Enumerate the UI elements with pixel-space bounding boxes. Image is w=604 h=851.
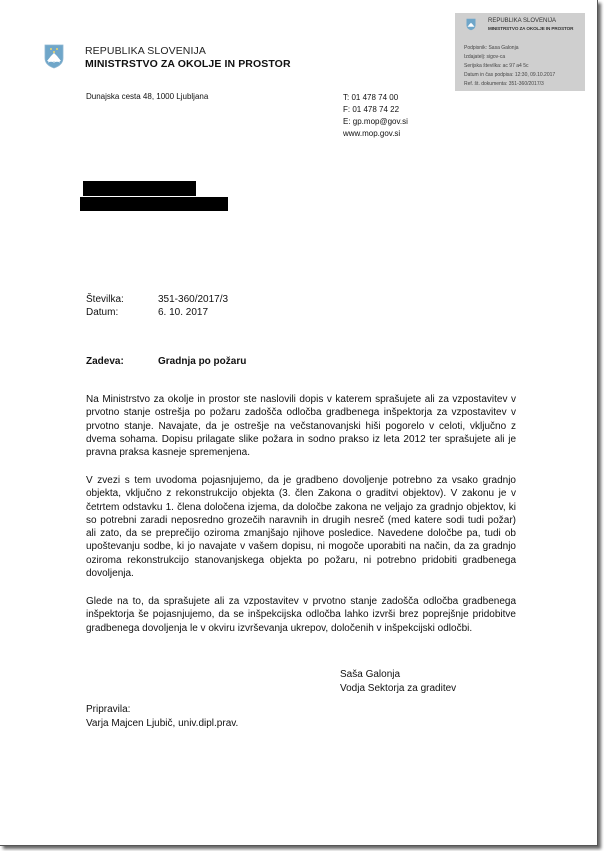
subject-line	[86, 356, 247, 367]
body-paragraph-2: V zvezi s tem uvodoma pojasnjujemo, da je gradbeno dovoljenje potrebno za vsako gradnjo objekta, vključno z rekonstrukcijo objekta (3. člen Zakona o graditvi objektov). V zakonu je v četrtem odstavku 1. člena določena izjema, da določbe zakona ne veljajo za gradnjo objektov, ki so potrebni zaradi neposredno grozečih naravnih in drugih nesreč (med katere sodi tudi požar) ali zato, da se preprečijo oziroma zmanjšajo njihove posledice. Navedene določbe pa, tudi ob upoštevanju sodbe, ki jo navajate v vašem dopisu, ni mogoče uporabiti na način, da za gradnjo oziroma rekonstrukcijo stanovanjskega objekta po požaru, ni potrebno pridobiti gradbenega dovoljenja.	[86, 475, 516, 580]
stamp-serial: Serijska številka: ac 97 a4 5c	[464, 63, 529, 69]
contact-email: E: gp.mop@gov.si	[343, 117, 408, 126]
digital-signature-stamp	[455, 13, 585, 91]
ministry-address: Dunajska cesta 48, 1000 Ljubljana	[86, 92, 209, 101]
subject-value: Gradnja po požaru	[158, 356, 247, 367]
document-number-label: Številka:	[86, 294, 124, 305]
stamp-signer: Podpisnik: Sasa Galonja	[464, 45, 519, 51]
document-date-label: Datum:	[86, 307, 119, 318]
contact-fax: F: 01 478 74 22	[343, 105, 400, 114]
redacted-recipient-name	[83, 181, 196, 196]
stamp-details	[464, 44, 555, 89]
prepared-by-block	[86, 703, 238, 731]
prepared-by-label: Pripravila:	[86, 704, 131, 715]
body-paragraph-1: Na Ministrstvo za okolje in prostor ste naslovili dopis v katerem sprašujete ali za vzpostavitev v prvotno stanje ostrešja po požaru zadošča odločba gradbenega inšpektorja za vzpostavitev v prvotno stanje. Navajate, da je ostrešje na večstanovanjski hiši pogorelo v celoti, vključno z dvema sohama. Dopisu prilagate slike požara in sodno prakso iz leta 2012 ter sprašujete ali je pravna praksa kasneje spremenjena.	[86, 394, 516, 459]
subject-label: Zadeva:	[86, 356, 124, 367]
letterhead-ministry: MINISTRSTVO ZA OKOLJE IN PROSTOR	[85, 58, 291, 70]
signatory-title: Vodja Sektorja za graditev	[340, 683, 457, 694]
body-paragraph-3: Glede na to, da sprašujete ali za vzpostavitev v prvotno stanje zadošča odločba gradbenega inšpektorja še pojasnjujemo, da se inšpekcijska odločba lahko izvrši brez poprejšnje pridobitve gradbenega dovoljenja le v okviru izvrševanja ukrepov, določenih v inšpekcijski odločbi.	[86, 596, 516, 634]
stamp-republic: REPUBLIKA SLOVENIJA	[488, 18, 557, 24]
stamp-coat-of-arms-icon	[466, 18, 476, 31]
document-date-value: 6. 10. 2017	[158, 307, 209, 318]
contact-block	[343, 92, 408, 140]
prepared-by-name: Varja Majcen Ljubič, univ.dipl.prav.	[86, 718, 239, 729]
contact-web: www.mop.gov.si	[343, 129, 401, 138]
document-number-value: 351-360/2017/3	[158, 294, 229, 305]
signatory-name: Saša Galonja	[340, 669, 401, 680]
letterhead-republic: REPUBLIKA SLOVENIJA	[85, 45, 206, 57]
stamp-issuer: Izdajatelj: sigov-ca	[464, 54, 506, 60]
slovenia-coat-of-arms-icon	[44, 44, 64, 69]
redacted-recipient-address	[80, 197, 228, 211]
signature-block	[340, 668, 456, 696]
stamp-ministry: MINISTRSTVO ZA OKOLJE IN PROSTOR	[488, 26, 574, 31]
stamp-reference: Ref. št. dokumenta: 351-360/2017/3	[464, 81, 544, 87]
contact-phone: T: 01 478 74 00	[343, 93, 399, 102]
stamp-datetime: Datum in čas podpisa: 12:30, 09.10.2017	[464, 72, 556, 78]
